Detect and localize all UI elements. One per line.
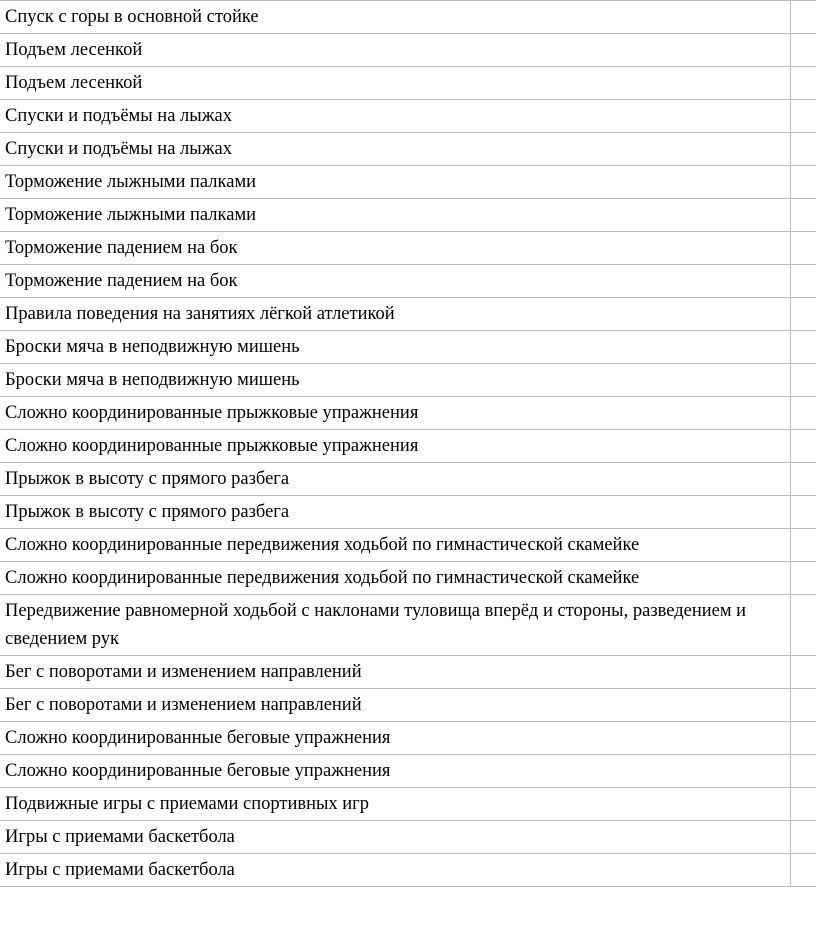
empty-cell [791,463,816,496]
lesson-topic-cell: Бег с поворотами и изменением направлений [0,656,791,689]
table-row [0,821,816,854]
lesson-topic-cell: Броски мяча в неподвижную мишень [0,364,791,397]
table-row [0,397,816,430]
table-row [0,166,816,199]
empty-cell [791,656,816,689]
empty-cell [791,1,816,34]
table-row [0,133,816,166]
table-row [0,232,816,265]
empty-cell [791,67,816,100]
table-row [0,854,816,887]
table-row [0,331,816,364]
table-row [0,529,816,562]
table-row [0,364,816,397]
lesson-topic-cell: Сложно координированные передвижения ходьбой по гимнастической скамейке [0,562,791,595]
lesson-table-body [0,1,816,887]
empty-cell [791,755,816,788]
table-row [0,34,816,67]
empty-cell [791,529,816,562]
empty-cell [791,265,816,298]
lesson-topic-cell: Подвижные игры с приемами спортивных игр [0,788,791,821]
table-row [0,100,816,133]
table-row [0,199,816,232]
lesson-topic-cell: Сложно координированные передвижения ходьбой по гимнастической скамейке [0,529,791,562]
empty-cell [791,34,816,67]
table-row [0,430,816,463]
table-row [0,265,816,298]
table-row [0,562,816,595]
lesson-topic-cell: Бег с поворотами и изменением направлений [0,689,791,722]
lesson-topic-cell: Сложно координированные прыжковые упражнения [0,397,791,430]
table-row [0,788,816,821]
empty-cell [791,821,816,854]
table-row [0,722,816,755]
lesson-topic-cell: Спуски и подъёмы на лыжах [0,100,791,133]
lesson-topic-cell: Прыжок в высоту с прямого разбега [0,463,791,496]
lesson-topic-cell: Спуски и подъёмы на лыжах [0,133,791,166]
empty-cell [791,689,816,722]
lesson-topic-cell: Правила поведения на занятиях лёгкой атлетикой [0,298,791,331]
empty-cell [791,562,816,595]
table-row [0,595,816,656]
lesson-topic-cell: Игры с приемами баскетбола [0,821,791,854]
empty-cell [791,133,816,166]
table-row [0,689,816,722]
empty-cell [791,364,816,397]
empty-cell [791,722,816,755]
lesson-topic-cell: Сложно координированные беговые упражнения [0,722,791,755]
empty-cell [791,430,816,463]
empty-cell [791,331,816,364]
lesson-topic-cell: Торможение падением на бок [0,265,791,298]
empty-cell [791,788,816,821]
lesson-topic-cell: Прыжок в высоту с прямого разбега [0,496,791,529]
lesson-topic-cell: Торможение падением на бок [0,232,791,265]
lesson-topic-cell: Сложно координированные беговые упражнения [0,755,791,788]
table-row [0,67,816,100]
lesson-topic-cell: Игры с приемами баскетбола [0,854,791,887]
lesson-topic-cell: Подъем лесенкой [0,34,791,67]
empty-cell [791,298,816,331]
empty-cell [791,232,816,265]
empty-cell [791,854,816,887]
table-row [0,656,816,689]
lesson-topic-cell: Спуск с горы в основной стойке [0,1,791,34]
table-row [0,755,816,788]
lesson-topic-cell: Сложно координированные прыжковые упражнения [0,430,791,463]
lesson-topic-cell: Торможение лыжными палками [0,199,791,232]
empty-cell [791,199,816,232]
lesson-topic-cell: Подъем лесенкой [0,67,791,100]
empty-cell [791,166,816,199]
table-row [0,496,816,529]
empty-cell [791,397,816,430]
lesson-topic-cell: Торможение лыжными палками [0,166,791,199]
empty-cell [791,595,816,656]
empty-cell [791,496,816,529]
lesson-topic-cell: Броски мяча в неподвижную мишень [0,331,791,364]
lesson-topic-cell: Передвижение равномерной ходьбой с наклонами туловища вперёд и стороны, разведением и сведением рук [0,595,791,656]
table-row [0,298,816,331]
table-row [0,463,816,496]
empty-cell [791,100,816,133]
table-row [0,1,816,34]
